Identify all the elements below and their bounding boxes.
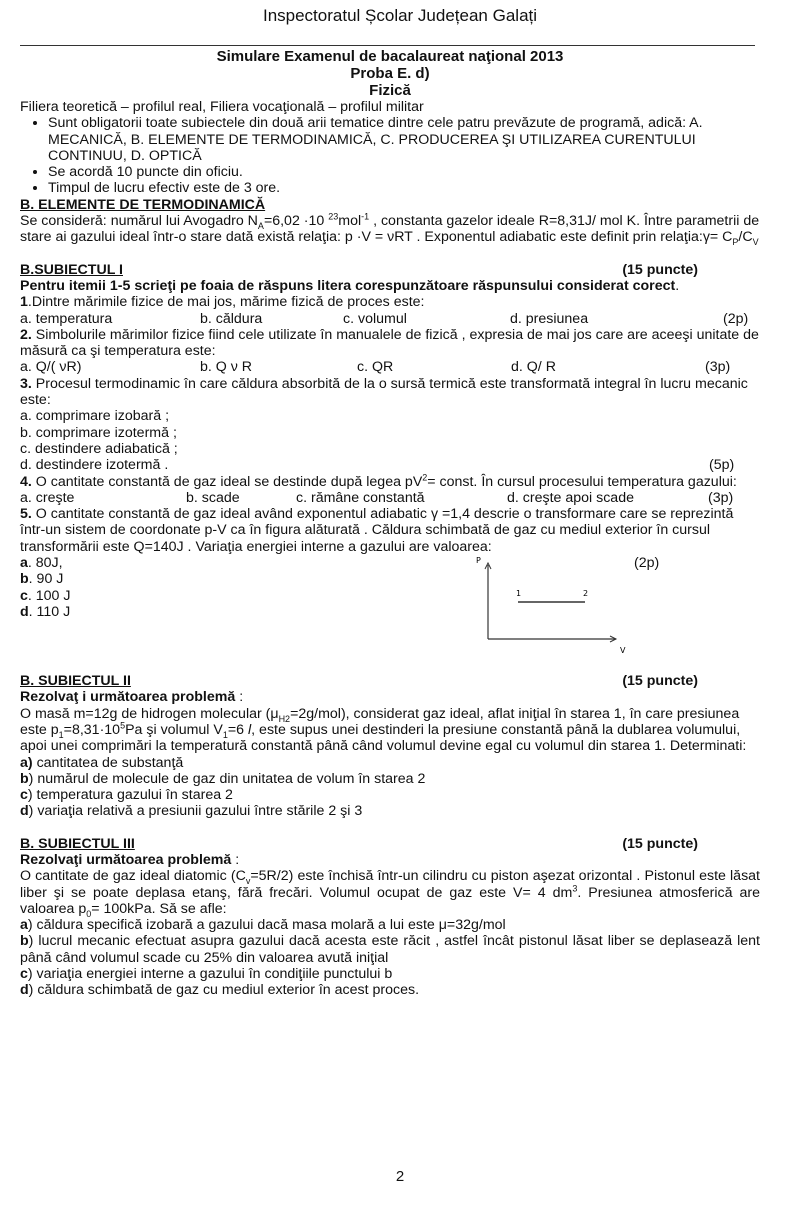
question-4-options [20, 490, 760, 506]
state-2-label: 2 [583, 589, 589, 599]
section-title: B. ELEMENTE DE TERMODINAMICĂ [20, 196, 266, 213]
option-b: b. comprimare izotermă ; [20, 424, 177, 441]
subject-1-instructions: Pentru itemii 1-5 scrieţi pe foaia de răspuns litera corespunzătoare răspunsului considerat corect. [20, 277, 680, 294]
option-points: (3p) [705, 359, 731, 376]
subject-2-problem: O masă m=12g de hidrogen molecular $(\mu_{H2}=2g/mol)$, considerat gaz ideal, aflat iniţial în starea 1, în care presiunea este $p_1=8,31\cdot 10^5Pa$ şi volumul $V_1=6$ l, este supus unei destinderi la presiune constantă până la dublarea volumului, apoi unei comprimări la temperatură constantă până când volumul devine egal cu volumul din starea 1. Determinati: [20, 705, 747, 755]
exam-subject: Fizică [369, 82, 411, 99]
rules-item: • Sunt obligatorii toate subiectele din două arii tematice dintre cele patru prevăzute de programă, adică: A. MECANICĂ, B. ELEMENTE DE TERMODINAMICĂ, C. PRODUCEREA ŞI UTILIZAREA CURENTULUI CONTINUU, D. OPTICĂ [48, 115, 760, 164]
subject-3-instructions: Rezolvaţi următoarea problemă : [20, 851, 240, 868]
option-d: d. presiunea [510, 310, 589, 327]
subject-3-problem: O cantitate de gaz ideal diatomic $(C_v=5R/2)$ este închisă într-un cilindru cu piston aşezat orizontal . Pistonul este lăsat liber şi se poate deplasa etanş, fără frecări. Volumul ocupat de gaz este V= 4 $dm^3$. Presiunea atmosferică are valoarea $p_0= 100kPa$. Să se afle: [20, 868, 760, 919]
subject-1-points: (15 puncte) [622, 261, 698, 278]
option-d: d. 110 J [20, 603, 71, 620]
subject-3-title: B. SUBIECTUL III [20, 835, 135, 852]
state-1-label: 1 [516, 589, 522, 599]
subject-2-points: (15 puncte) [622, 673, 698, 690]
subject-3-item: d) căldura schimbată de gaz cu mediul exterior în acest proces. [20, 982, 420, 999]
option-c: c. volumul [343, 310, 407, 327]
pv-diagram [476, 555, 630, 656]
question-1-options [20, 311, 760, 327]
option-b: b. scade [186, 489, 240, 506]
subject-3-item: a) căldura specifică izobară a gazului dacă masa molară a lui este μ=32g/mol [20, 917, 506, 934]
option-a: a. comprimare izobară ; [20, 408, 170, 425]
subject-2-item: d) variaţia relativă a presiunii gazului între stările 2 şi 3 [20, 803, 363, 820]
question-4: 4. O cantitate constantă de gaz ideal se destinde după legea $pV^2=$ const. În cursul procesului temperatura gazului: [20, 471, 737, 490]
option-a: a. creşte [20, 489, 75, 506]
question-5: 5. O cantitate constantă de gaz ideal având exponentul adiabatic γ =1,4 descrie o transformare care se reprezintă într-un sistem de coordonate p-V ca în figura alăturată . Căldura schimbată de gaz cu mediul exterior în cursul transformării este Q=140J . Variaţia energiei interne a gazului are valoarea: [20, 506, 734, 555]
question-1: 1.Dintre mărimile fizice de mai jos, mărime fizică de proces este: [20, 294, 425, 311]
option-a: a. 80J, [20, 555, 63, 572]
option-points: (2p) [634, 555, 660, 572]
option-b: b. Q ν R [200, 359, 253, 376]
rules-item: • Timpul de lucru efectiv este de 3 ore. [48, 180, 760, 196]
question-3: 3. Procesul termodinamic în care căldura absorbită de la o sursă termică este transformată integral în lucru mecanic este: [20, 375, 748, 409]
exam-title: Simulare Examenul de bacalaureat naţional 2013 [216, 48, 564, 65]
subject-2-header [20, 673, 760, 689]
subject-2-item: a) cantitatea de substanţă [20, 754, 184, 771]
subject-3-points: (15 puncte) [622, 835, 698, 852]
option-points: (5p) [709, 457, 735, 474]
subject-3-item: c) variaţia energiei interne a gazului în condiţiile punctului b [20, 966, 393, 983]
subject-2-item: c) temperatura gazului în starea 2 [20, 787, 233, 804]
option-b: b. căldura [200, 310, 263, 327]
question-2: 2. Simbolurile mărimilor fizice fiind cele utilizate în manualele de fizică , expresia de mai jos care are aceeşi unitate de măsură ca şi temperatura este: [20, 326, 759, 360]
option-c: c. QR [357, 359, 394, 376]
option-d: d. destindere izotermă . [20, 457, 169, 474]
subject-3-header [20, 836, 760, 852]
subject-3-item: b) lucrul mecanic efectuat asupra gazului dacă acesta este răcit , astfel încât pistonul lăsat liber se deplasează lent până când volumul scade cu 25% din valoarea avută iniţial [20, 933, 760, 966]
subject-2-title: B. SUBIECTUL II [20, 673, 131, 690]
v-axis-label: V [620, 646, 626, 656]
option-a: a. Q/( νR) [20, 359, 82, 376]
rules-list [20, 115, 760, 196]
exam-page [20, 48, 760, 999]
page-header: Inspectoratul Școlar Județean Galați [262, 6, 538, 25]
exam-subtitle: Proba E. d) [350, 65, 430, 82]
subject-2-item: b) numărul de molecule de gaz din unitatea de volum în starea 2 [20, 770, 426, 787]
header-divider [20, 45, 755, 46]
question-3-last-option [20, 457, 760, 473]
constants-paragraph: Se consideră: numărul lui Avogadro $N_A=6,02 \cdot 10$ $^{23}$mol$^{-1}$ , constanta gazelor ideale R=8,31J/ mol K. Între parametrii de stare ai gazului ideal într-o stare dată există relaţia: p ·V = νRT . Exponentul adiabatic este definit prin relaţia:γ= $C_P/C_V$ [20, 211, 760, 248]
option-d: d. creşte apoi scade [507, 489, 634, 506]
option-b: b. 90 J [20, 571, 64, 588]
rules-item: • Se acordă 10 puncte din oficiu. [48, 164, 760, 180]
filiera-text: Filiera teoretică – profilul real, Filiera vocaţională – profilul militar [20, 99, 424, 115]
option-d: d. Q/ R [511, 359, 556, 376]
option-points: (2p) [723, 310, 749, 327]
subject-1-header [20, 262, 760, 278]
subject-2-instructions: Rezolvaţ i următoarea problemă : [20, 689, 244, 706]
option-points: (3p) [708, 489, 734, 506]
option-c: c. rămâne constantă [296, 489, 425, 506]
option-c: c. 100 J [20, 587, 71, 604]
option-a: a. temperatura [20, 310, 113, 327]
subject-1-title: B.SUBIECTUL I [20, 261, 123, 278]
question-5-block [20, 555, 760, 656]
option-c: c. destindere adiabatică ; [20, 440, 178, 457]
question-2-options [20, 359, 760, 375]
p-axis-label: P [476, 556, 481, 566]
page-number: 2 [395, 1168, 405, 1185]
